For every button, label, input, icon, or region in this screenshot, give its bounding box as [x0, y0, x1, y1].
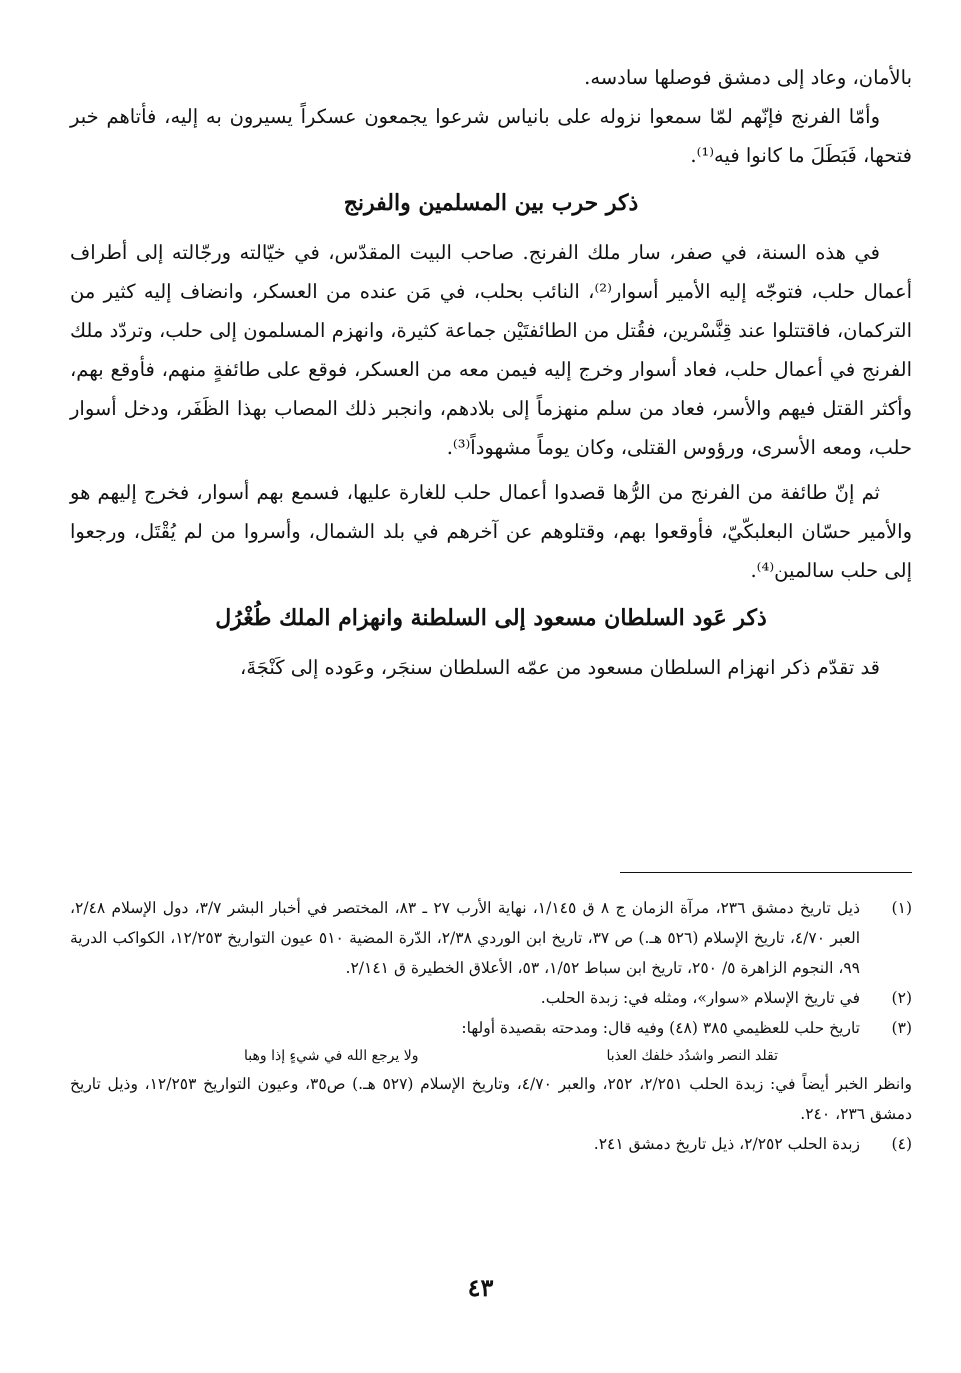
paragraph-war-account: في هذه السنة، في صفر، سار ملك الفرنج. صاحب البيت المقدّس، في خيّالته ورجّالته إلى أطراف أعمال حلب، فتوجّه إليه الأمير أسوار⁽²⁾، النائب بحلب، في مَن عنده من العسكر، وانضاف إليه كثير من التركمان، فاقتتلوا عند قِنَّسْرين، فقُتل من الطائفتَيْن جماعة كثيرة، وانهزم المسلمون إلى حلب، وتردّد ملك الفرنج في أعمال حلب، فعاد أسوار وخرج إليه فيمن معه من العسكر، فوقع على طائفةٍ منهم، فأوقع بهم، وأكثر القتل فيهم والأسر، فعاد من سلم منهزماً إلى بلادهم، وانجبر ذلك المصاب بهذا الظَفَر، ودخل أسوار حلب، ومعه الأسرى، ورؤوس القتلى، وكان يوماً مشهوداً⁽³⁾.	[70, 241, 913, 459]
verse-first-hemistich: تقلد النصر واشدُد خلفك العذبا	[606, 1048, 779, 1064]
verse-second-hemistich: ولا يرجع الله في شيءٍ إذا وهبا	[244, 1048, 419, 1064]
footnotes-section	[70, 893, 912, 1159]
footnote-text: تاريخ حلب للعظيمي ٣٨٥ (٤٨) وفيه قال: ومدحته بقصيدة أولها:	[461, 1019, 860, 1037]
footnote-number: (٤)	[891, 1135, 912, 1153]
paragraph-franks-banias: وأمّا الفرنج فإنّهم لمّا سمعوا نزوله على بانياس شرعوا يجمعون عسكراً يسيرون به إليه، فأتاهم خبر فتحها، فَبَطَلَ ما كانوا فيه⁽¹⁾.	[70, 105, 912, 167]
footnote-text: ذيل تاريخ دمشق ٢٣٦، مرآة الزمان ج ٨ ق ١/١٤٥، نهاية الأرب ٢٧ ـ ٨٣، المختصر في أخبار البشر ٣/٧، دول الإسلام ٢/٤٨، العبر ٤/٧٠، تاريخ الإسلام (٥٢٦ هـ.) ص ٣٧، تاريخ ابن الوردي ٢/٣٨، الدّرة المضية ٥١٠ عيون التواريخ ١٢/٢٥٣، الكواكب الدرية ٩٩، النجوم الزاهرة ٥/ ٢٥٠، تاريخ ابن سباط ١/٥٢، ٥٣، الأعلاق الخطيرة ق ٢/١٤١.	[70, 899, 860, 977]
footnote-number: (١)	[891, 899, 912, 917]
paragraph-edessa-raid: ثم إنّ طائفة من الفرنج من الرُّها قصدوا أعمال حلب للغارة عليها، فسمع بهم أسوار، فخرج إليهم هو والأمير حسّان البعلبكّيّ، فأوقعوا بهم، وقتلوهم عن آخرهم في بلد الشمال، وأسروا من لم يُقْتَل، ورجعوا إلى حلب سالمين⁽⁴⁾.	[70, 481, 912, 582]
footnote-3-verse	[70, 1043, 912, 1069]
footnote-3	[70, 1013, 912, 1043]
section-heading-war: ذكر حرب بين المسلمين والفرنج	[343, 190, 639, 216]
footnote-number: (٣)	[891, 1019, 912, 1037]
footnote-text: في تاريخ الإسلام «سوار»، ومثله في: زبدة الحلب.	[540, 989, 860, 1007]
intro-line: بالأمان، وعاد إلى دمشق فوصلها سادسه.	[584, 66, 912, 89]
page-body	[70, 58, 912, 687]
paragraph-masud-return: قد تقدّم ذكر انهزام السلطان مسعود من عمّه السلطان سنجَر، وعَوده إلى كَنْجَةَ،	[240, 656, 880, 679]
footnote-1	[70, 893, 912, 983]
page-number: ٤٣	[467, 1273, 494, 1302]
footnote-text: زبدة الحلب ٢/٢٥٢، ذيل تاريخ دمشق ٢٤١.	[593, 1135, 860, 1153]
footnote-3-continuation: وانظر الخبر أيضاً في: زبدة الحلب ٢/٢٥١، ٢٥٢، والعبر ٤/٧٠، وتاريخ الإسلام (٥٢٧ هـ.) ص٣٥، وعيون التواريخ ١٢/٢٥٣، وذيل تاريخ دمشق ٢٣٦، ٢٤٠.	[70, 1075, 912, 1123]
footnote-separator	[620, 872, 912, 873]
section-heading-sultan-masud: ذكر عَود السلطان مسعود إلى السلطنة وانهزام الملك طُغْرُل	[215, 605, 767, 631]
footnote-number: (٢)	[891, 989, 912, 1007]
footnote-2	[70, 983, 912, 1013]
footnote-4	[70, 1129, 912, 1159]
